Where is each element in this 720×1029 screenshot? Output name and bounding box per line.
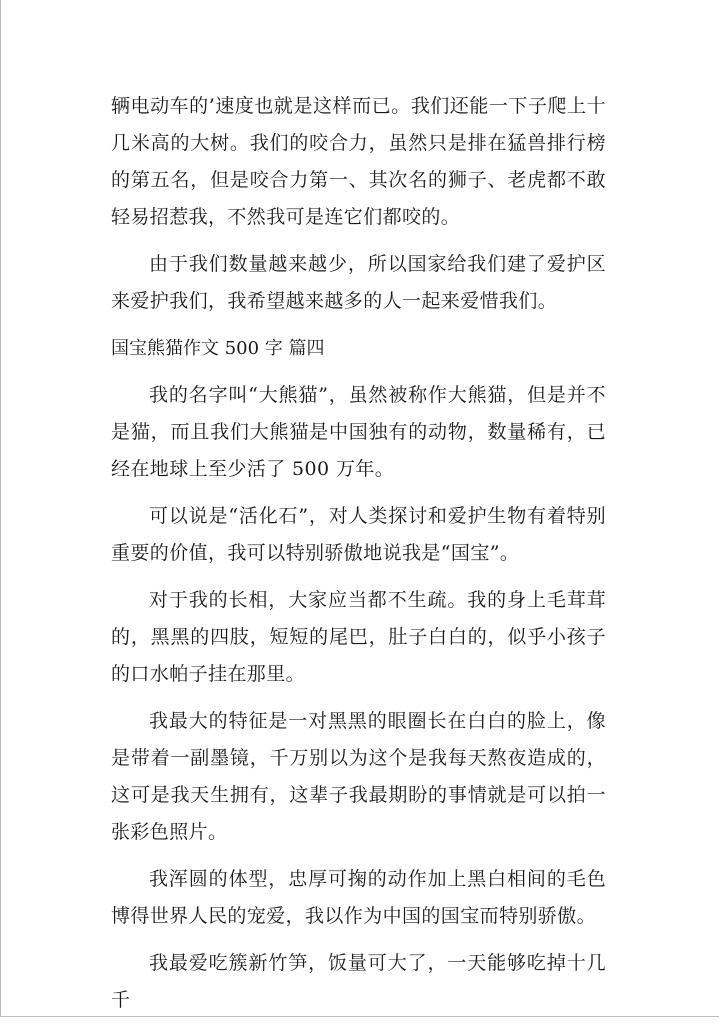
paragraph-living-fossil: 可以说是“活化石”，对人类探讨和爱护生物有着特别重要的价值，我可以特别骄傲地说我是“国宝”。	[111, 505, 606, 564]
section-heading: 国宝熊猫作文 500 字 篇四	[111, 338, 325, 359]
paragraph-body-shape: 我浑圆的体型，忠厚可掬的动作加上黑白相间的毛色博得世界人民的宠爱，我以作为中国的国宝而特别骄傲。	[111, 868, 606, 927]
document-body	[111, 88, 606, 1029]
paragraph-name: 我的名字叫“大熊猫”，虽然被称作大熊猫，但是并不是猫，而且我们大熊猫是中国独有的动物，数量稀有，已经在地球上至少活了 500 万年。	[111, 384, 606, 480]
paragraph-appearance: 对于我的长相，大家应当都不生疏。我的身上毛茸茸的，黑黑的四肢，短短的尾巴，肚子白白的，似乎小孩子的口水帕子挂在那里。	[111, 589, 606, 685]
paragraph-continuation: 辆电动车的’速度也就是这样而已。我们还能一下子爬上十几米高的大树。我们的咬合力，虽然只是排在猛兽排行榜的第五名，但是咬合力第一、其次名的狮子、老虎都不敢轻易招惹我，不然我可是连它们都咬的。	[111, 95, 606, 228]
paragraph-eye-patches: 我最大的特征是一对黑黑的眼圈长在白白的脸上，像是带着一副墨镜，千万别以为这个是我每天熬夜造成的，这可是我天生拥有，这辈子我最期盼的事情就是可以拍一张彩色照片。	[111, 710, 606, 843]
paragraph-protection-area: 由于我们数量越来越少，所以国家给我们建了爱护区来爱护我们，我希望越来越多的人一起来爱惜我们。	[111, 253, 606, 312]
paragraph-bamboo: 我最爱吃簇新竹笋，饭量可大了，一天能够吃掉十几千	[111, 952, 606, 1011]
